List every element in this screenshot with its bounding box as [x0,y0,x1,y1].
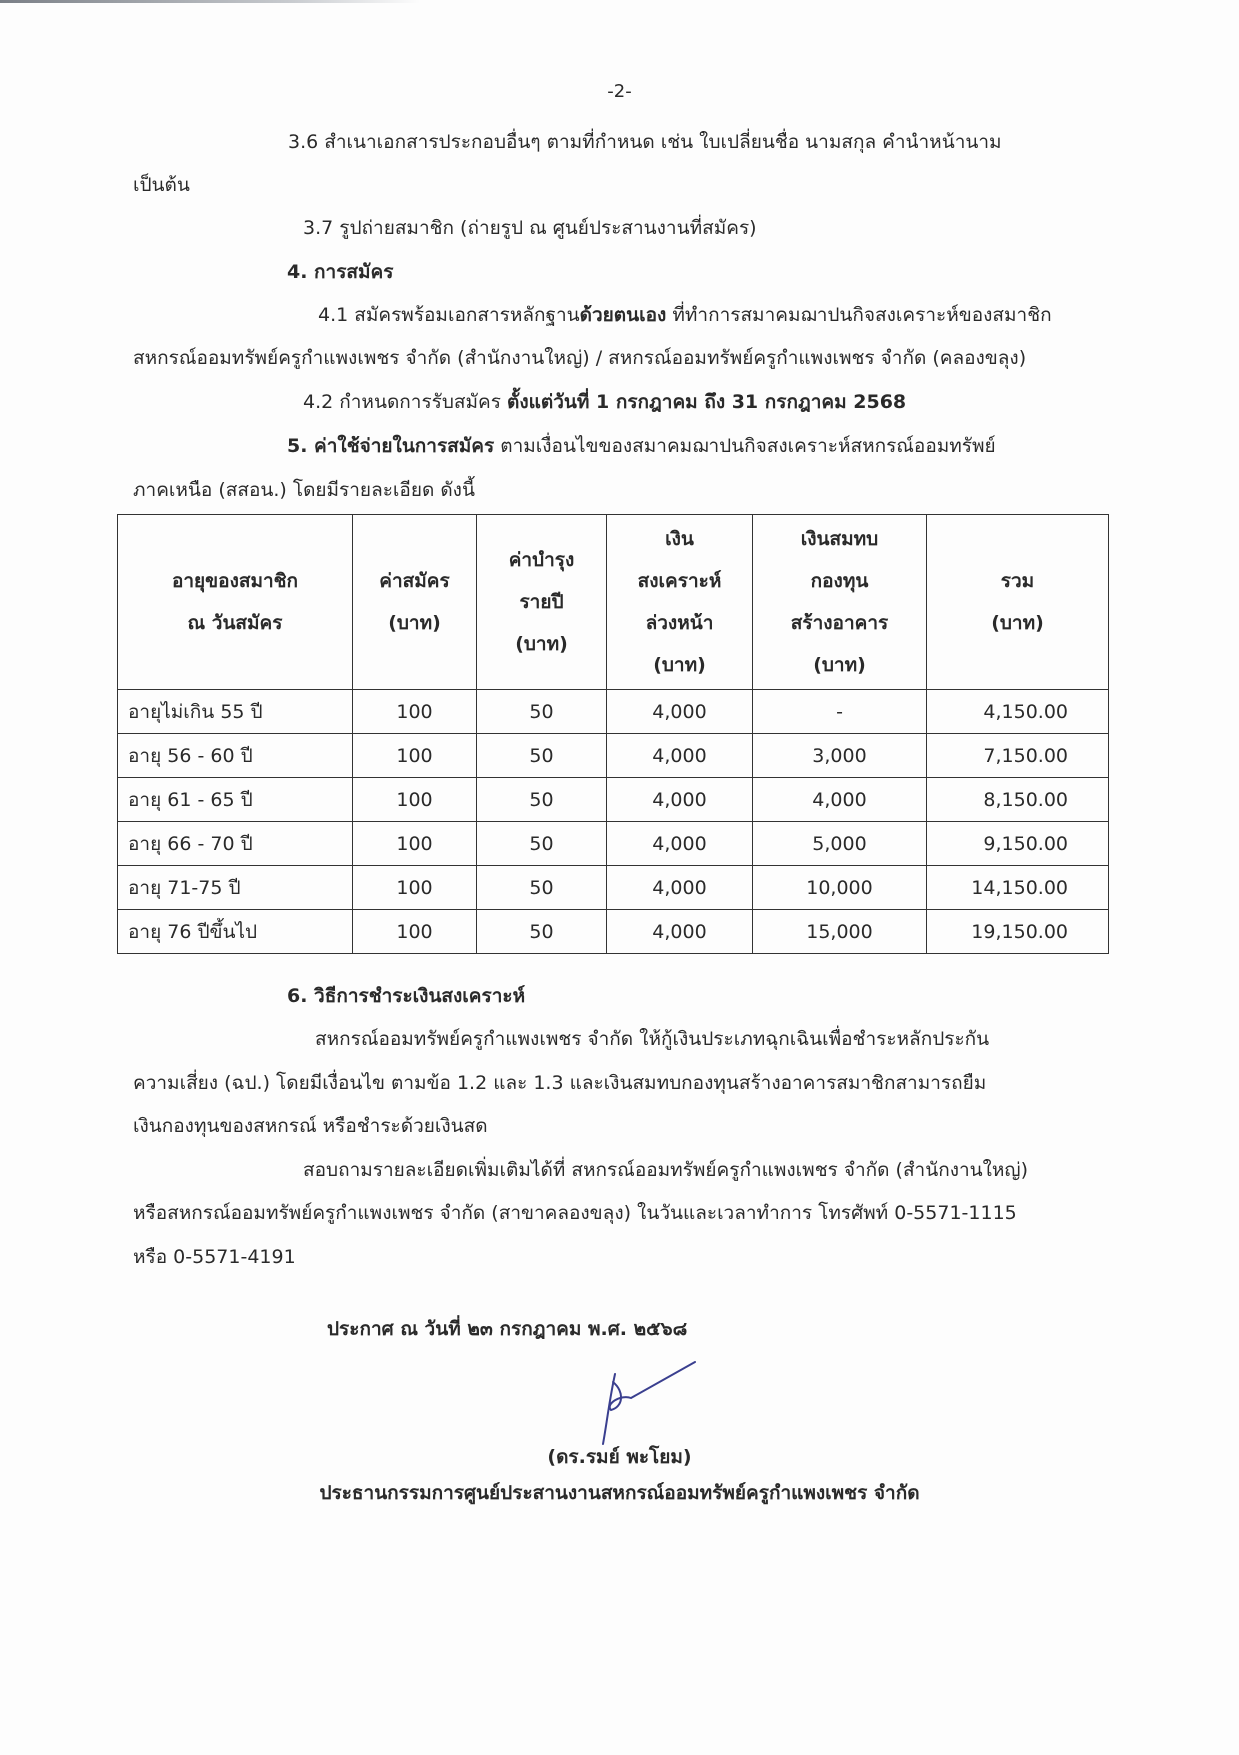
scan-edge [0,0,420,3]
section-6-p1-line1: สหกรณ์ออมทรัพย์ครูกำแพงเพชร จำกัด ให้กู้เงินประเภทฉุกเฉินเพื่อชำระหลักประกัน [315,1028,990,1050]
cell-application-fee: 100 [353,778,477,822]
cell-total: 4,150.00 [927,690,1109,734]
table-row [118,866,1109,910]
cell-building-fund: 3,000 [753,734,927,778]
cell-application-fee: 100 [353,910,477,954]
section-5-line1 [287,434,996,458]
cell-building-fund: - [753,690,927,734]
section-6-p1-line2: ความเสี่ยง (ฉป.) โดยมีเงื่อนไข ตามข้อ 1.2 และ 1.3 และเงินสมทบกองทุนสร้างอาคารสมาชิกสามารถยืม [133,1072,987,1094]
section-5-heading: 5. ค่าใช้จ่ายในการสมัคร [287,435,495,457]
cell-advance-welfare: 4,000 [607,866,753,910]
section-6-p2-line3: หรือ 0-5571-4191 [133,1246,296,1268]
cell-application-fee: 100 [353,822,477,866]
table-row [118,910,1109,954]
item-4-2-prefix: 4.2 กำหนดการรับสมัคร [303,391,507,413]
header-age: อายุของสมาชิก ณ วันสมัคร [118,515,353,690]
cell-total: 8,150.00 [927,778,1109,822]
item-4-1-line2: สหกรณ์ออมทรัพย์ครูกำแพงเพชร จำกัด (สำนักงานใหญ่) / สหกรณ์ออมทรัพย์ครูกำแพงเพชร จำกัด (คลองขลุง) [133,347,1027,369]
cell-advance-welfare: 4,000 [607,778,753,822]
cell-annual-fee: 50 [477,734,607,778]
signatory-title: ประธานกรรมการศูนย์ประสานงานสหกรณ์ออมทรัพย์ครูกำแพงเพชร จำกัด [319,1482,920,1504]
cell-building-fund: 4,000 [753,778,927,822]
table-row [118,734,1109,778]
cell-total: 14,150.00 [927,866,1109,910]
cell-age: อายุ 61 - 65 ปี [118,778,353,822]
cell-advance-welfare: 4,000 [607,690,753,734]
table-row [118,822,1109,866]
cell-age: อายุ 71-75 ปี [118,866,353,910]
cell-annual-fee: 50 [477,690,607,734]
section-5-text: ตามเงื่อนไขของสมาคมฌาปนกิจสงเคราะห์สหกรณ์ออมทรัพย์ [494,435,996,457]
cell-advance-welfare: 4,000 [607,910,753,954]
table-header-row [118,515,1109,690]
header-application-fee: ค่าสมัคร (บาท) [353,515,477,690]
item-4-2-dates: ตั้งแต่วันที่ 1 กรกฎาคม ถึง 31 กรกฎาคม 2568 [507,391,907,413]
header-advance-welfare: เงิน สงเคราะห์ ล่วงหน้า (บาท) [607,515,753,690]
item-4-2 [303,390,906,414]
table-row [118,690,1109,734]
section-5-line2: ภาคเหนือ (สสอน.) โดยมีรายละเอียด ดังนี้ [133,479,475,501]
item-4-1-prefix: 4.1 สมัครพร้อมเอกสารหลักฐาน [318,304,580,326]
section-6-heading: 6. วิธีการชำระเงินสงเคราะห์ [287,985,526,1007]
cell-total: 7,150.00 [927,734,1109,778]
page-number: -2- [607,81,632,102]
cell-building-fund: 5,000 [753,822,927,866]
cell-total: 19,150.00 [927,910,1109,954]
section-6-p2-line2: หรือสหกรณ์ออมทรัพย์ครูกำแพงเพชร จำกัด (สาขาคลองขลุง) ในวันและเวลาทำการ โทรศัพท์ 0-5571-1115 [133,1202,1017,1224]
cell-age: อายุ 66 - 70 ปี [118,822,353,866]
item-3-7: 3.7 รูปถ่ายสมาชิก (ถ่ายรูป ณ ศูนย์ประสานงานที่สมัคร) [303,217,757,239]
item-4-1-bold: ด้วยตนเอง [579,304,667,326]
cell-age: อายุไม่เกิน 55 ปี [118,690,353,734]
announcement-date: ประกาศ ณ วันที่ ๒๓ กรกฎาคม พ.ศ. ๒๕๖๘ [327,1318,688,1340]
signatory-name: (ดร.รมย์ พะโยม) [547,1446,692,1468]
fee-table [117,514,1109,954]
header-total: รวม (บาท) [927,515,1109,690]
cell-annual-fee: 50 [477,778,607,822]
cell-annual-fee: 50 [477,822,607,866]
cell-building-fund: 15,000 [753,910,927,954]
cell-advance-welfare: 4,000 [607,822,753,866]
item-4-1-suffix: ที่ทำการสมาคมฌาปนกิจสงเคราะห์ของสมาชิก [666,304,1052,326]
signature-image [595,1352,705,1452]
cell-application-fee: 100 [353,734,477,778]
section-6-p1-line3: เงินกองทุนของสหกรณ์ หรือชำระด้วยเงินสด [133,1115,488,1137]
item-4-1-line1 [318,303,1052,327]
header-building-fund: เงินสมทบ กองทุน สร้างอาคาร (บาท) [753,515,927,690]
cell-annual-fee: 50 [477,866,607,910]
section-6-p2-line1: สอบถามรายละเอียดเพิ่มเติมได้ที่ สหกรณ์ออมทรัพย์ครูกำแพงเพชร จำกัด (สำนักงานใหญ่) [303,1159,1029,1181]
section-4-heading: 4. การสมัคร [287,261,394,283]
header-annual-fee: ค่าบำรุง รายปี (บาท) [477,515,607,690]
table-row [118,778,1109,822]
item-3-6-line2: เป็นต้น [133,174,190,196]
cell-age: อายุ 56 - 60 ปี [118,734,353,778]
cell-building-fund: 10,000 [753,866,927,910]
cell-application-fee: 100 [353,866,477,910]
cell-age: อายุ 76 ปีขึ้นไป [118,910,353,954]
cell-total: 9,150.00 [927,822,1109,866]
cell-annual-fee: 50 [477,910,607,954]
cell-advance-welfare: 4,000 [607,734,753,778]
cell-application-fee: 100 [353,690,477,734]
item-3-6-line1: 3.6 สำเนาเอกสารประกอบอื่นๆ ตามที่กำหนด เช่น ใบเปลี่ยนชื่อ นามสกุล คำนำหน้านาม [288,131,1002,153]
